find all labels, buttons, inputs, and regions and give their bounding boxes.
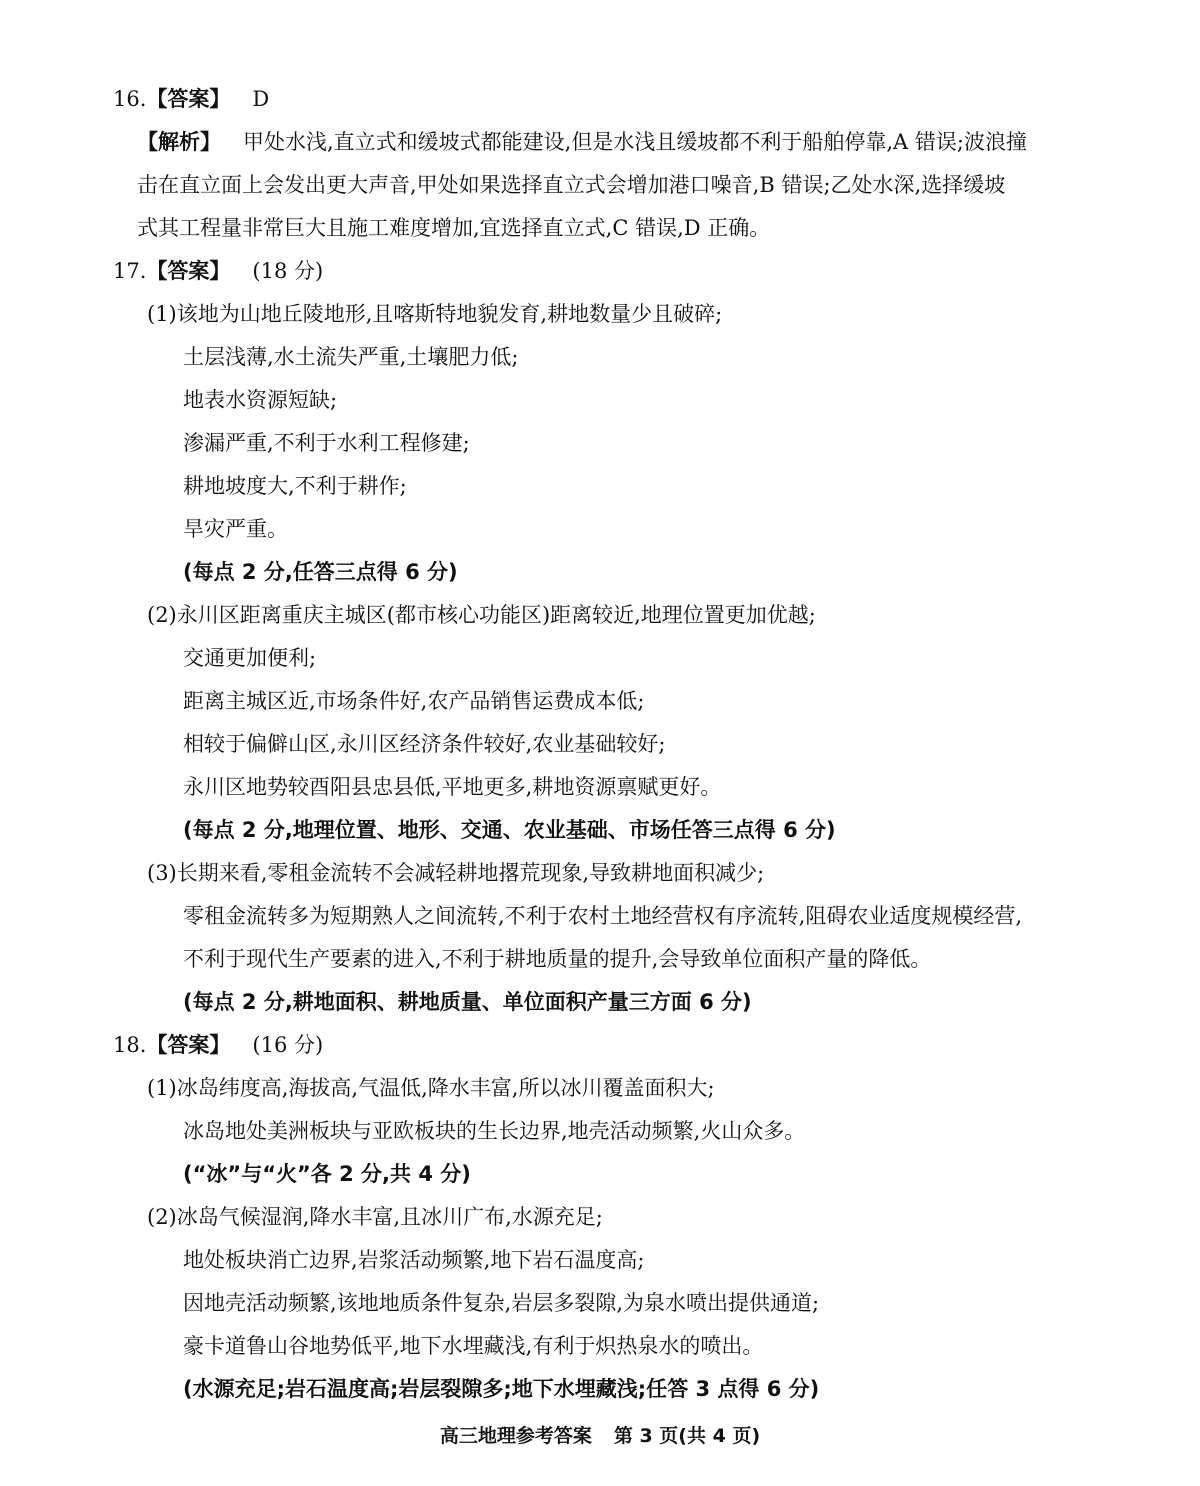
q16-analysis-line-2: 击在直立面上会发出更大声音,甲处如果选择直立式会增加港口噪音,B 错误;乙处水深,选择缓坡 [137, 173, 1006, 197]
q17-p1-scoring-note: (每点 2 分,任答三点得 6 分) [183, 560, 458, 584]
q17-p1-line-1: (1)该地为山地丘陵地形,且喀斯特地貌发育,耕地数量少且破碎; [147, 302, 723, 326]
q18-p2-line-4: 豪卡道鲁山谷地势低平,地下水埋藏浅,有利于炽热泉水的喷出。 [183, 1334, 764, 1358]
q16-analysis-line-1 [137, 127, 1027, 157]
q18-score: (16 分) [252, 1033, 324, 1057]
q17-p2-line-5: 永川区地势较酉阳县忠县低,平地更多,耕地资源禀赋更好。 [183, 775, 722, 799]
page-footer [0, 1422, 1200, 1450]
q17-p1-line-5: 耕地坡度大,不利于耕作; [183, 474, 407, 498]
q16-answer-label: 【答案】 [146, 87, 231, 111]
footer-page-number: 第 3 页(共 4 页) [613, 1425, 761, 1447]
q18-answer-line [113, 1030, 323, 1060]
q18-p1-line-2: 冰岛地处美洲板块与亚欧板块的生长边界,地壳活动频繁,火山众多。 [183, 1119, 806, 1143]
q17-answer-label: 【答案】 [146, 259, 231, 283]
q17-p2-line-4: 相较于偏僻山区,永川区经济条件较好,农业基础较好; [183, 732, 666, 756]
q17-p2-line-3: 距离主城区近,市场条件好,农产品销售运费成本低; [183, 689, 645, 713]
q16-answer-value: D [252, 87, 270, 111]
q17-p3-scoring-note: (每点 2 分,耕地面积、耕地质量、单位面积产量三方面 6 分) [183, 990, 752, 1014]
q18-p1-scoring-note: (“冰”与“火”各 2 分,共 4 分) [183, 1162, 471, 1186]
q18-p1-line-1: (1)冰岛纬度高,海拔高,气温低,降水丰富,所以冰川覆盖面积大; [147, 1076, 715, 1100]
q16-answer-line [113, 84, 269, 114]
q17-p2-line-1: (2)永川区距离重庆主城区(都市核心功能区)距离较近,地理位置更加优越; [147, 603, 816, 627]
q18-p2-line-2: 地处板块消亡边界,岩浆活动频繁,地下岩石温度高; [183, 1248, 645, 1272]
q17-score: (18 分) [252, 259, 324, 283]
q17-p1-line-4: 渗漏严重,不利于水利工程修建; [183, 431, 470, 455]
q17-p3-line-1: (3)长期来看,零租金流转不会减轻耕地撂荒现象,导致耕地面积减少; [147, 861, 765, 885]
q17-p3-line-2: 零租金流转多为短期熟人之间流转,不利于农村土地经营权有序流转,阻碍农业适度规模经营, [183, 904, 1023, 928]
q16-analysis-line-3: 式其工程量非常巨大且施工难度增加,宜选择直立式,C 错误,D 正确。 [137, 216, 771, 240]
footer-title: 高三地理参考答案 [439, 1425, 592, 1447]
q18-answer-label: 【答案】 [146, 1033, 231, 1057]
q18-p2-scoring-note: (水源充足;岩石温度高;岩层裂隙多;地下水埋藏浅;任答 3 点得 6 分) [183, 1377, 820, 1401]
q17-p3-line-3: 不利于现代生产要素的进入,不利于耕地质量的提升,会导致单位面积产量的降低。 [183, 947, 932, 971]
q18-p2-line-1: (2)冰岛气候湿润,降水丰富,且冰川广布,水源充足; [147, 1205, 603, 1229]
q17-p2-scoring-note: (每点 2 分,地理位置、地形、交通、农业基础、市场任答三点得 6 分) [183, 818, 836, 842]
q17-p2-line-2: 交通更加便利; [183, 646, 317, 670]
q17-p1-line-3: 地表水资源短缺; [183, 388, 338, 412]
q17-number: 17. [113, 259, 147, 283]
q16-number: 16. [113, 87, 147, 111]
q16-analysis-text-1: 甲处水浅,直立式和缓坡式都能建设,但是水浅且缓坡都不利于船舶停靠,A 错误;波浪撞 [243, 130, 1027, 154]
q18-p2-line-3: 因地壳活动频繁,该地地质条件复杂,岩层多裂隙,为泉水喷出提供通道; [183, 1291, 820, 1315]
q17-answer-line [113, 256, 323, 286]
q17-p1-line-2: 土层浅薄,水土流失严重,土壤肥力低; [183, 345, 519, 369]
q16-analysis-label: 【解析】 [137, 130, 221, 154]
q18-number: 18. [113, 1033, 147, 1057]
q17-p1-line-6: 旱灾严重。 [183, 517, 288, 541]
